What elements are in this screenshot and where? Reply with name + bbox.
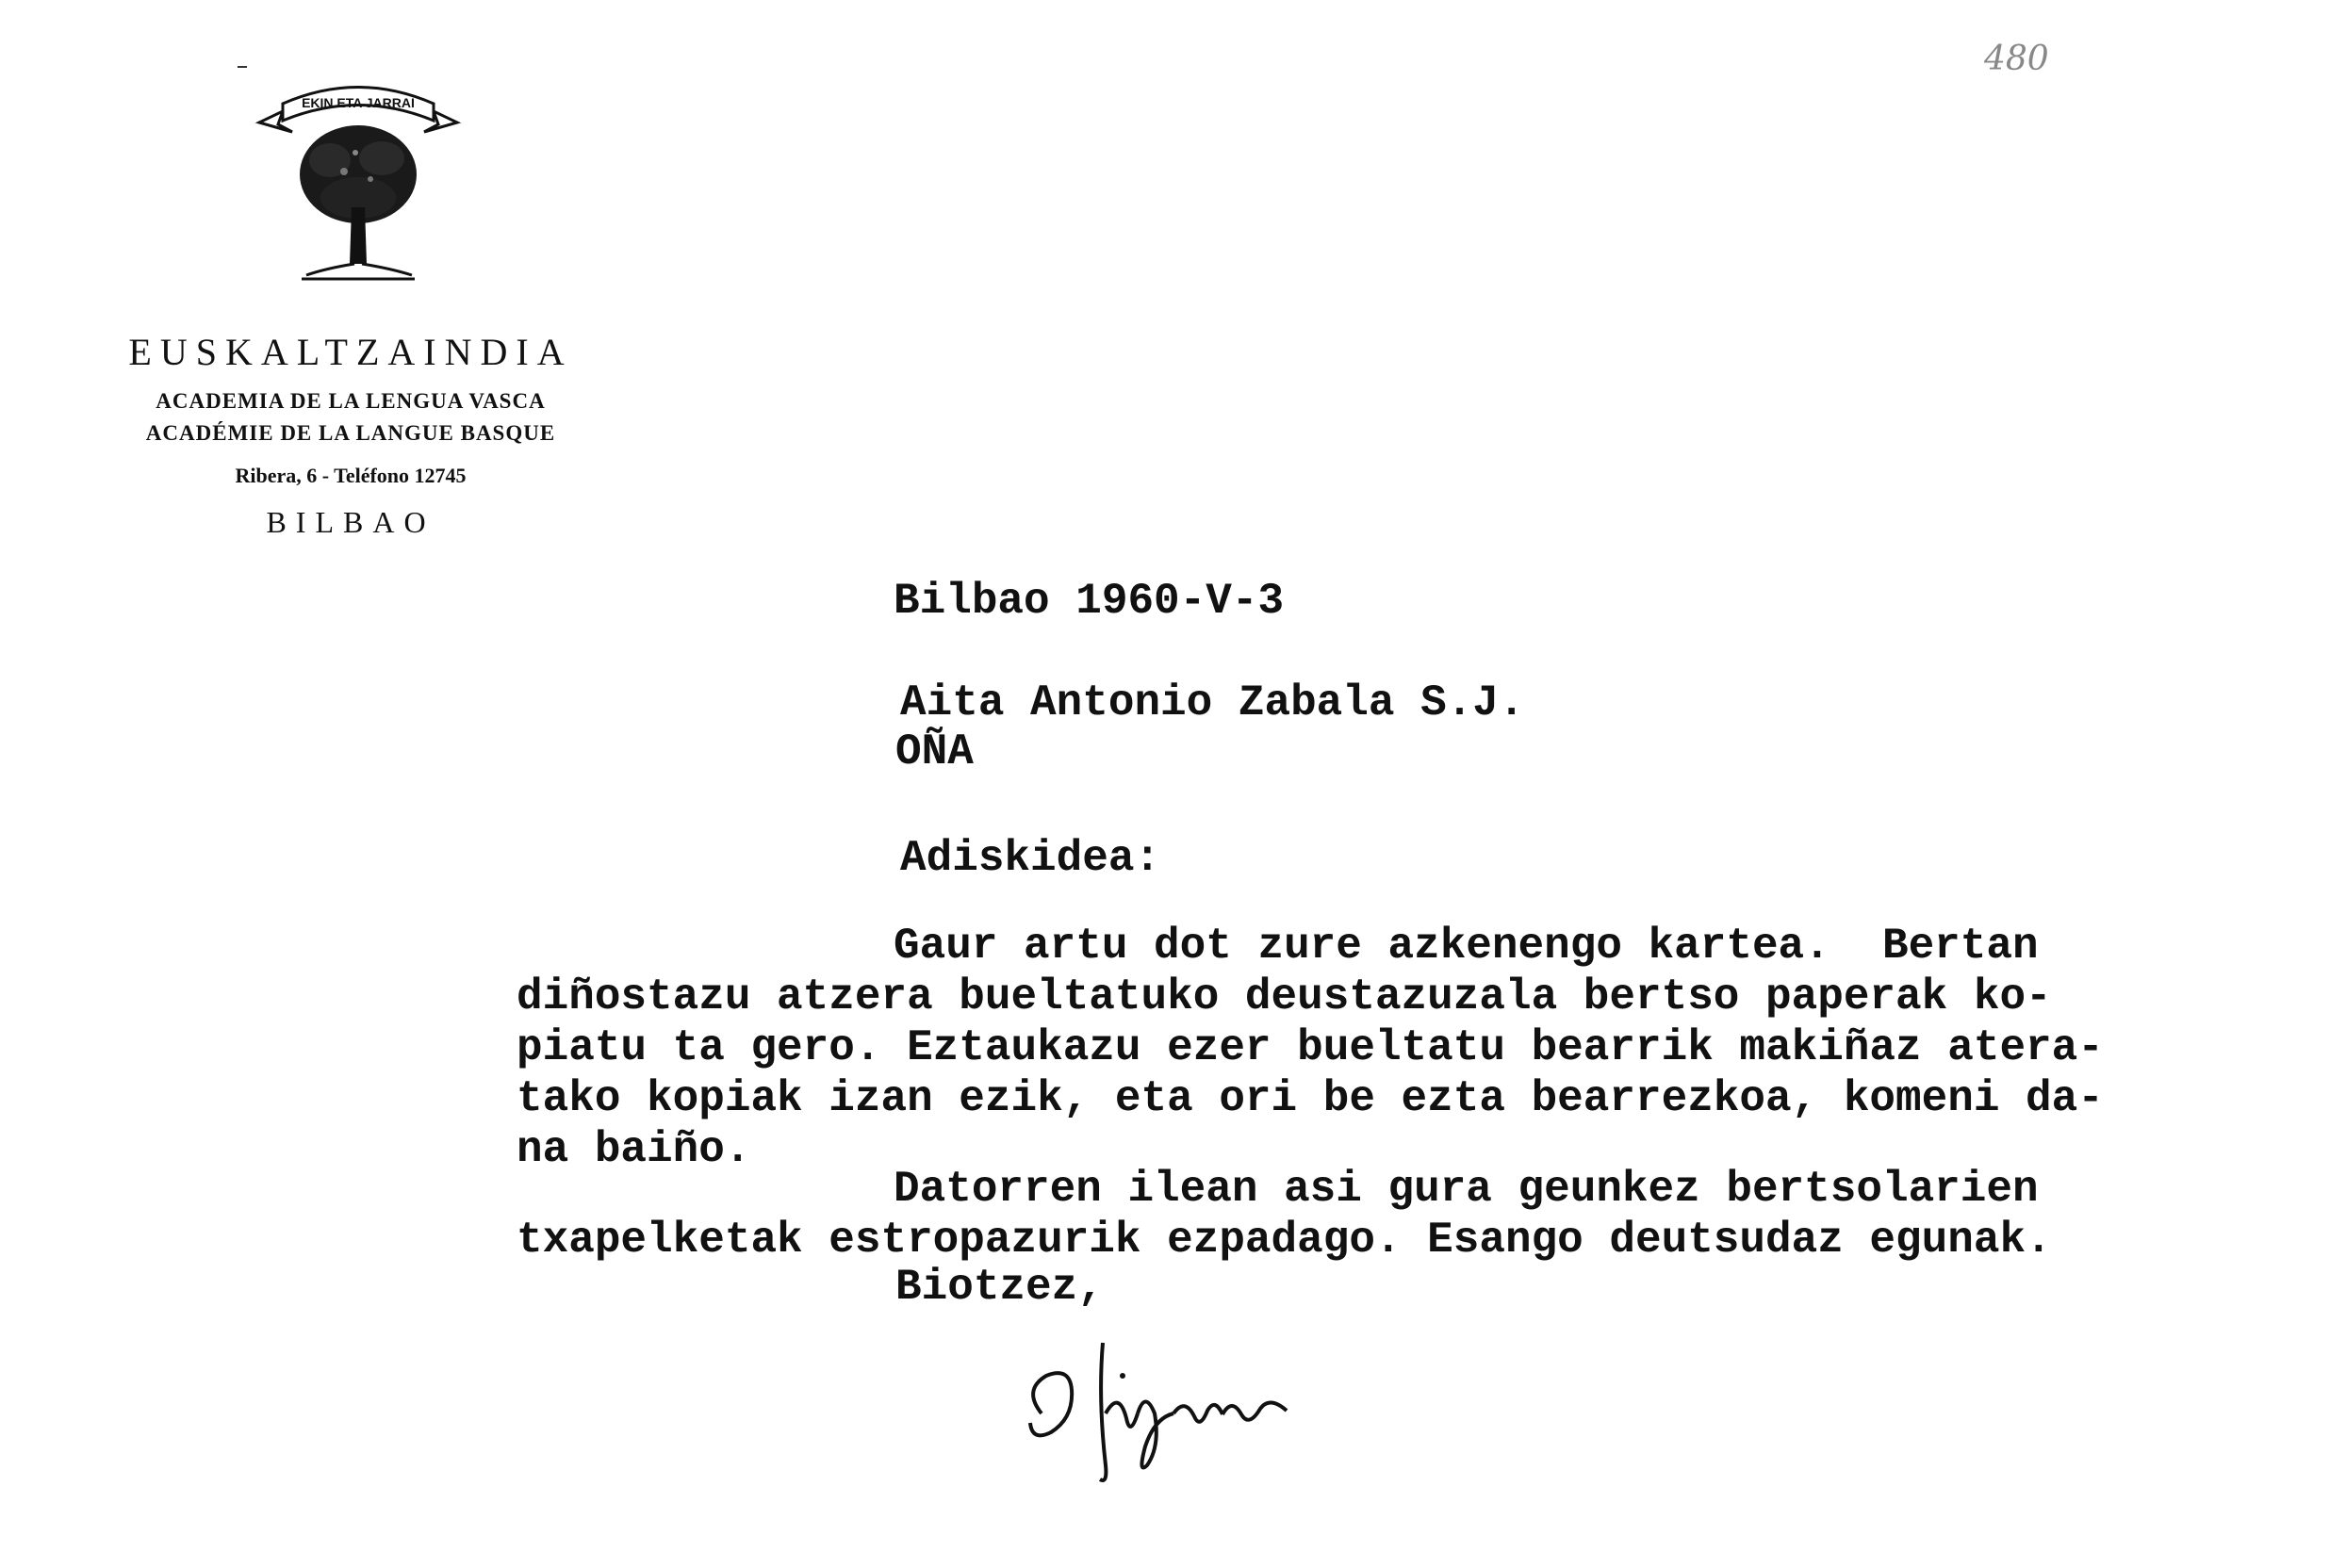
motto-text: EKIN ETA JARRAI xyxy=(302,95,415,110)
recipient-place: OÑA xyxy=(895,727,974,776)
handwritten-signature xyxy=(1013,1324,1315,1494)
recipient-name: Aita Antonio Zabala S.J. xyxy=(900,678,1525,727)
letter-date: Bilbao 1960-V-3 xyxy=(894,577,1285,626)
body-line: Datorren ilean asi gura geunkez bertsolarien xyxy=(894,1165,2039,1214)
stray-mark xyxy=(238,66,247,68)
salutation: Adiskidea: xyxy=(900,834,1161,883)
academy-name-fr: ACADÉMIE DE LA LANGUE BASQUE xyxy=(145,421,556,445)
body-line: tako kopiak izan ezik, eta ori be ezta bearrezkoa, komeni da- xyxy=(517,1074,2104,1123)
body-line: na baiño. xyxy=(517,1125,751,1174)
closing: Biotzez, xyxy=(895,1263,1104,1312)
academy-address: Ribera, 6 - Teléfono 12745 xyxy=(235,464,467,487)
archive-page-number: 480 xyxy=(1984,40,2049,78)
academy-name-es: ACADEMIA DE LA LENGUA VASCA xyxy=(156,389,546,413)
body-line: piatu ta gero. Eztaukazu ezer bueltatu bearrik makiñaz atera- xyxy=(517,1023,2104,1072)
academy-name: EUSKALTZAINDIA xyxy=(128,331,573,373)
tree-emblem-logo xyxy=(250,66,467,302)
body-line: txapelketak estropazurik ezpadago. Esango deutsudaz egunak. xyxy=(517,1216,2052,1265)
academy-city: BILBAO xyxy=(266,505,435,539)
body-line: Gaur artu dot zure azkenengo kartea. Bertan xyxy=(894,922,2039,971)
body-line: diñostazu atzera bueltatuko deustazuzala bertso paperak ko- xyxy=(517,972,2052,1021)
